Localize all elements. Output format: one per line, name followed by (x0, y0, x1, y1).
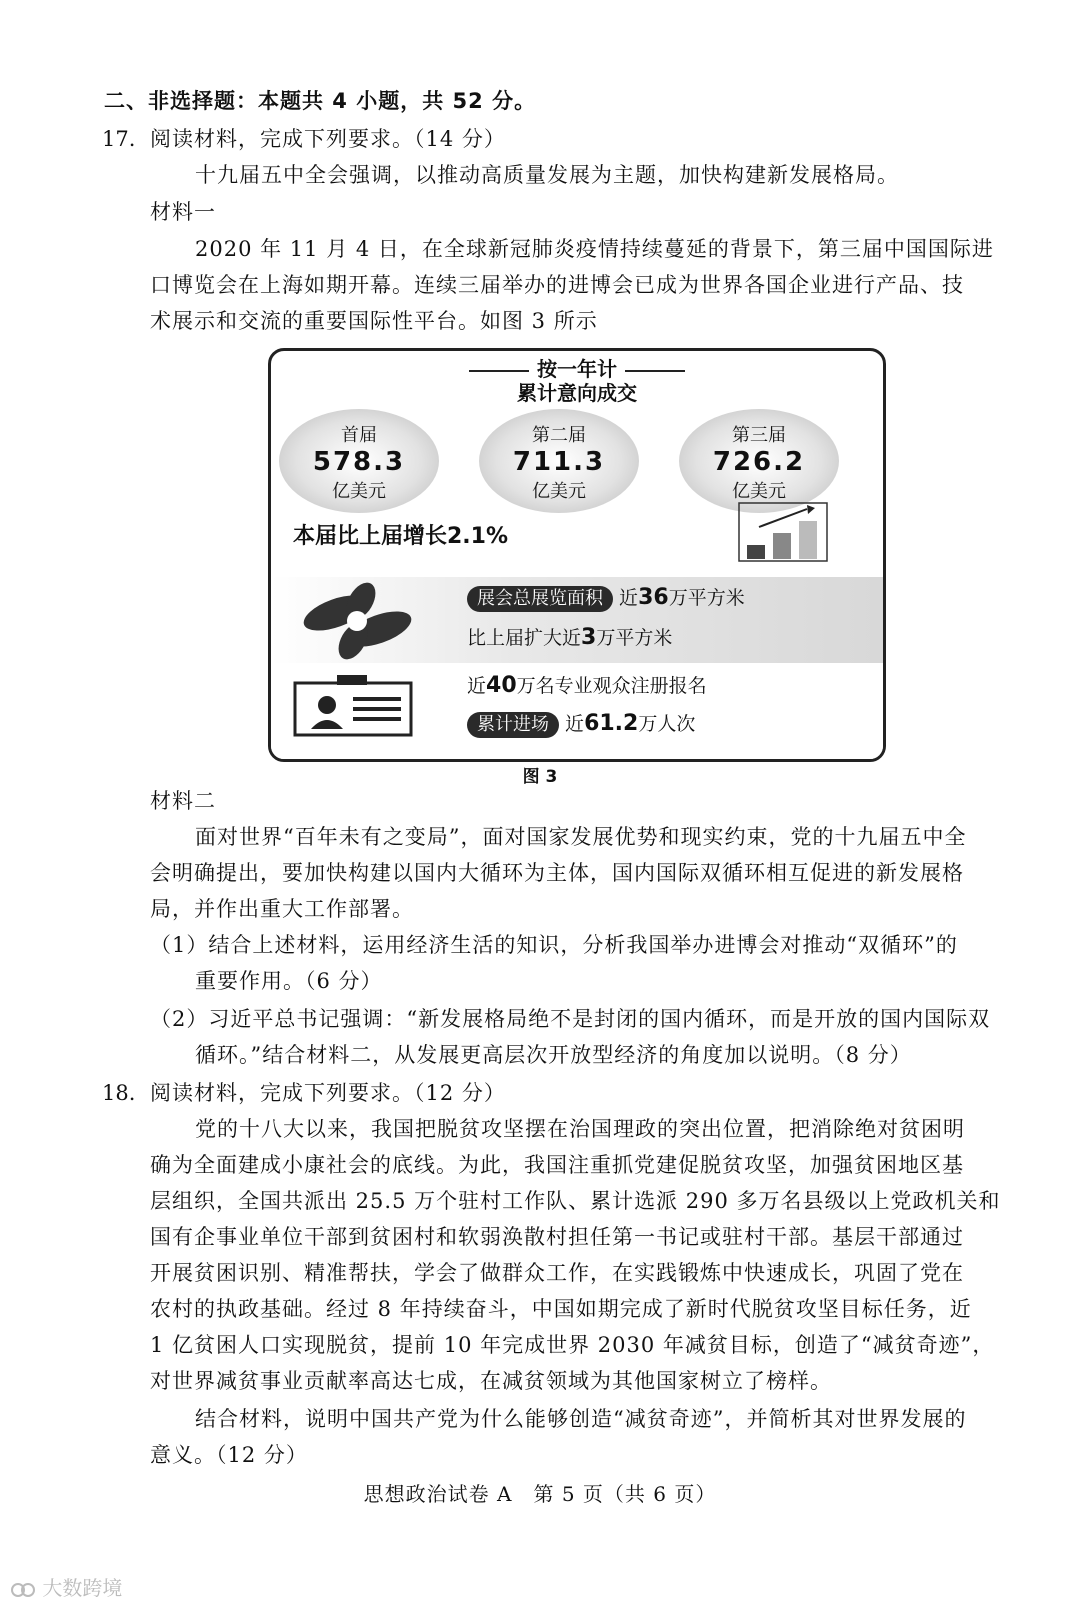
entry-row: 累计进场 近61.2万人次 (467, 709, 695, 738)
question-18-line: 确为全面建成小康社会的底线。为此，我国注重抓党建促脱贫攻坚，加强贫困地区基 (150, 1153, 964, 1177)
area-row: 展会总展览面积 近36万平方米 (467, 583, 745, 612)
visitors-value: 40 (486, 673, 517, 698)
sub-question-1-cont: 重要作用。（6 分） (195, 969, 383, 993)
question-18-number: 18. (102, 1081, 136, 1105)
sub-question-2-cont: 循环。”结合材料二，从发展更高层次开放型经济的角度加以说明。（8 分） (195, 1043, 912, 1067)
area-band (271, 577, 883, 663)
figure-header-2: 累计意向成交 (517, 381, 637, 405)
area-increase-row: 比上届扩大近3万平方米 (467, 625, 673, 650)
sub-question-1: （1）结合上述材料，运用经济生活的知识，分析我国举办进博会对推动“双循环”的 (150, 933, 958, 957)
section-title: 二、非选择题：本题共 4 小题，共 52 分。 (104, 89, 537, 113)
id-badge-icon (293, 673, 415, 739)
session-1-name: 首届 (341, 425, 377, 446)
growth-text: 本届比上届增长2.1% (293, 524, 509, 549)
question-17-number: 17. (102, 127, 136, 151)
sub-question-2: （2）习近平总书记强调：“新发展格局绝不是封闭的国内循环，而是开放的国内国际双 (150, 1007, 991, 1031)
figure-header-1: 按一年计 (271, 353, 883, 382)
question-18-line: 国有企事业单位干部到贫困村和软弱涣散村担任第一书记或驻村干部。基层干部通过 (150, 1225, 964, 1249)
question-18-prompt: 阅读材料，完成下列要求。（12 分） (150, 1081, 506, 1105)
entry-value: 61.2 (584, 711, 639, 736)
entry-label: 累计进场 (467, 712, 559, 738)
question-18-line: 农村的执政基础。经过 8 年持续奋斗，中国如期完成了新时代脱贫攻坚目标任务，近 (150, 1297, 972, 1321)
session-3-name: 第三届 (732, 425, 786, 446)
area-increase-value: 3 (581, 625, 597, 650)
question-18-line: 1 亿贫困人口实现脱贫，提前 10 年完成世界 2030 年减贫目标，创造了“减贫奇迹”， (150, 1333, 995, 1357)
figure-3 (268, 348, 886, 762)
area-value: 36 (638, 585, 669, 610)
session-2-name: 第二届 (532, 425, 586, 446)
area-label: 展会总展览面积 (467, 586, 613, 612)
visitor-band (271, 663, 883, 759)
session-2-unit: 亿美元 (532, 481, 586, 502)
material-2-title: 材料二 (150, 789, 216, 813)
material-1-line: 口博览会在上海如期开幕。连续三届举办的进博会已成为世界各国企业进行产品、技 (150, 273, 964, 297)
question-18-line: 层组织，全国共派出 25.5 万个驻村工作队、累计选派 290 多万名县级以上党政机关和 (150, 1189, 1001, 1213)
session-1-oval (279, 409, 439, 513)
session-1-unit: 亿美元 (332, 481, 386, 502)
question-18-task: 结合材料，说明中国共产党为什么能够创造“减贫奇迹”，并简析其对世界发展的 (195, 1407, 967, 1431)
question-18-line: 党的十八大以来，我国把脱贫攻坚摆在治国理政的突出位置，把消除绝对贫困明 (195, 1117, 965, 1141)
visitors-row: 近40万名专业观众注册报名 (467, 673, 707, 698)
question-18-line: 对世界减贫事业贡献率高达七成，在减贫领域为其他国家树立了榜样。 (150, 1369, 832, 1393)
session-2-oval (479, 409, 639, 513)
material-1-line: 2020 年 11 月 4 日，在全球新冠肺炎疫情持续蔓延的背景下，第三届中国国际进 (195, 237, 994, 261)
session-1-value: 578.3 (312, 447, 406, 477)
session-3-unit: 亿美元 (732, 481, 786, 502)
growth-chart-icon (737, 501, 829, 565)
question-17-prompt: 阅读材料，完成下列要求。（14 分） (150, 127, 506, 151)
question-18-line: 开展贫困识别、精准帮扶，学会了做群众工作，在实践锻炼中快速成长，巩固了党在 (150, 1261, 964, 1285)
material-1-line: 术展示和交流的重要国际性平台。如图 3 所示 (150, 309, 598, 333)
session-3-oval (679, 409, 839, 513)
material-2-line: 面对世界“百年未有之变局”，面对国家发展优势和现实约束，党的十九届五中全 (195, 825, 967, 849)
material-1-title: 材料一 (150, 200, 216, 224)
question-18-task-cont: 意义。（12 分） (150, 1443, 308, 1467)
material-2-line: 会明确提出，要加快构建以国内大循环为主体，国内国际双循环相互促进的新发展格 (150, 861, 964, 885)
question-17-intro: 十九届五中全会强调，以推动高质量发展为主题，加快构建新发展格局。 (195, 163, 899, 187)
page-footer: 思想政治试卷 A 第 5 页（共 6 页） (363, 1482, 717, 1506)
watermark: 大数跨境 (10, 1572, 122, 1601)
session-2-value: 711.3 (512, 447, 606, 477)
propeller-logo-icon (291, 581, 421, 661)
material-2-line: 局，并作出重大工作部署。 (150, 897, 414, 921)
watermark-logo-icon (10, 1581, 36, 1599)
figure-caption: 图 3 (522, 767, 558, 787)
session-3-value: 726.2 (712, 447, 806, 477)
